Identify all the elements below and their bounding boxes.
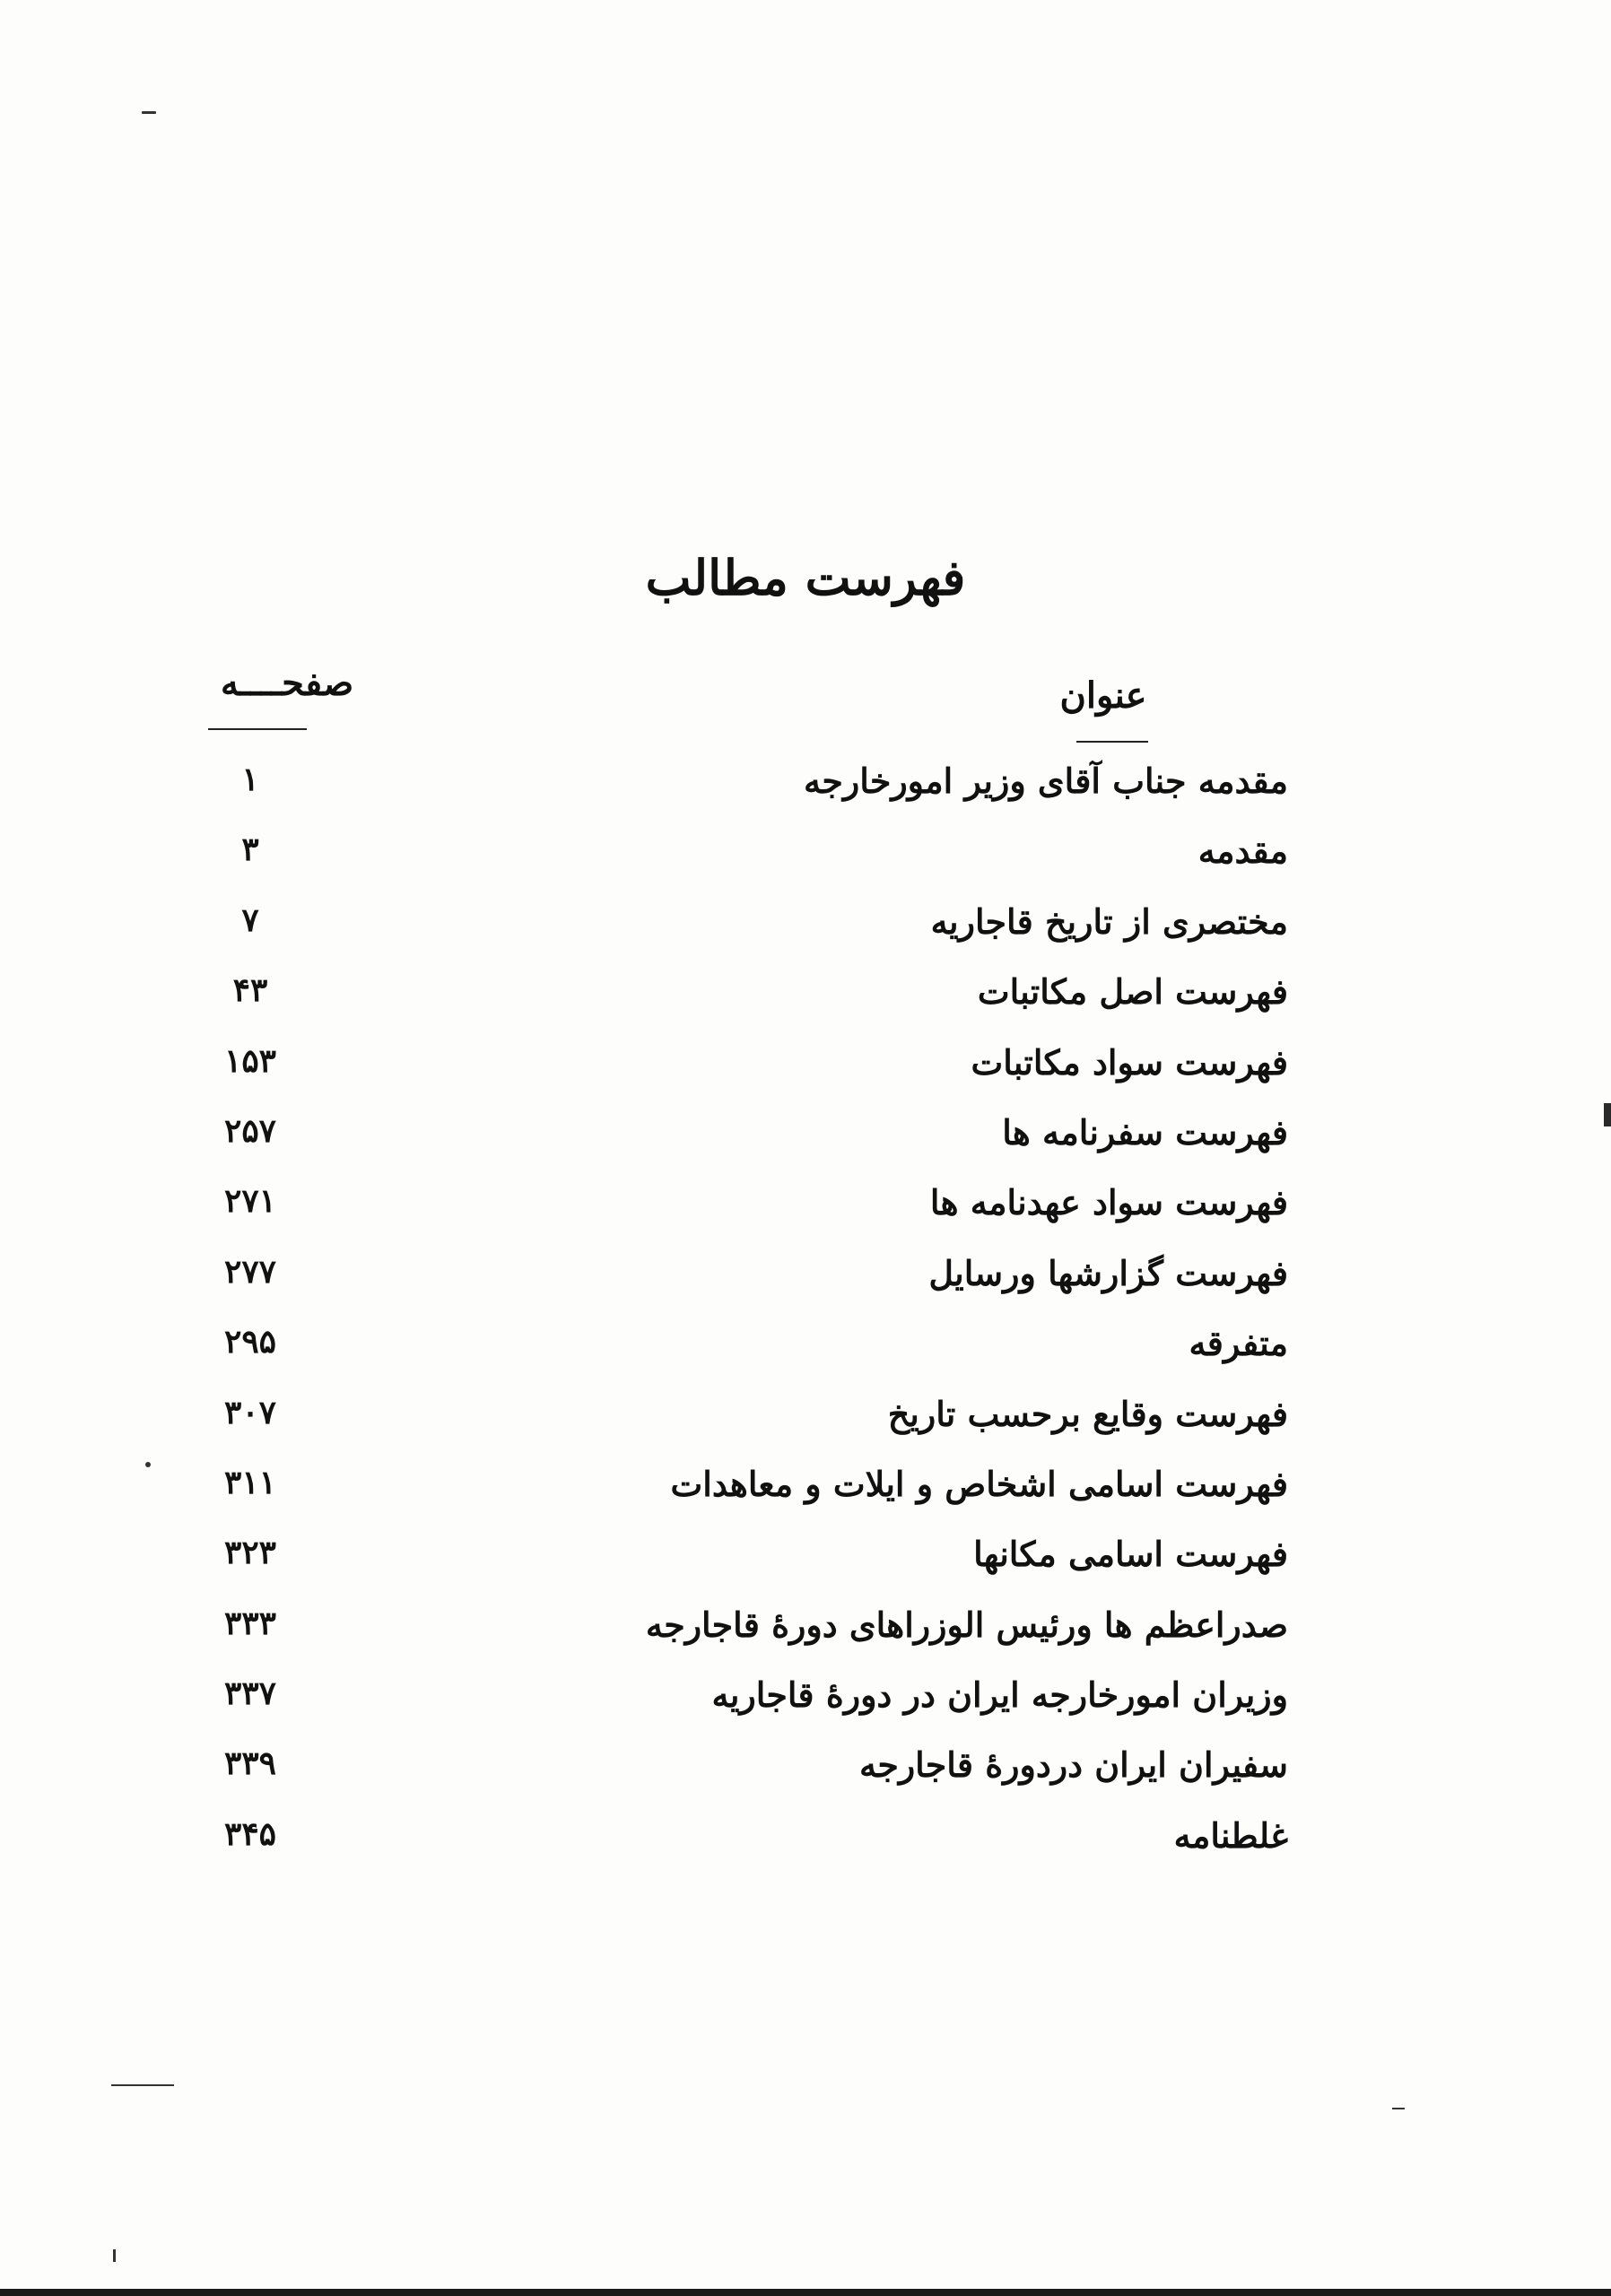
toc-entry-page: ۳۴۵ — [223, 1814, 276, 1853]
toc-entry — [179, 1526, 1288, 1596]
toc-entry-title: فهرست سواد عهدنامه ها — [929, 1182, 1288, 1223]
toc-entry-title: صدراعظم ها ورئیس الوزراهای دورهٔ قاجارجه — [645, 1604, 1288, 1645]
toc-entry-page: ۲۷۷ — [223, 1252, 276, 1291]
toc-entry — [179, 1175, 1288, 1245]
toc-entry-page: ۳۳۹ — [223, 1744, 276, 1783]
toc-entry-title: فهرست سواد مکاتبات — [971, 1041, 1288, 1083]
scan-bottom-edge — [0, 2289, 1611, 2296]
toc-entry-title: مقدمه — [1197, 831, 1288, 872]
page-title: فهرست مطالب — [645, 549, 966, 606]
toc-entry — [179, 894, 1288, 964]
page-column-rule — [208, 728, 307, 730]
toc-entry-page: ۳۱۱ — [223, 1463, 276, 1501]
toc-entry-page: ۳۰۷ — [223, 1393, 276, 1431]
toc-entry-title: سفیران ایران دردورهٔ قاجارجه — [858, 1744, 1288, 1786]
scan-speck — [1392, 2108, 1405, 2109]
toc-entry-page: ۳۳۷ — [223, 1674, 276, 1713]
scan-edge-mark — [1604, 1103, 1611, 1126]
toc-entry-title: فهرست اصل مکاتبات — [977, 971, 1288, 1013]
toc-entry-page: ۲۷۱ — [223, 1182, 276, 1221]
toc-entry — [179, 1808, 1288, 1878]
toc-entry-page: ۱۵۳ — [223, 1041, 276, 1080]
title-column-rule — [1076, 741, 1148, 743]
toc-entry-title: متفرقه — [1189, 1323, 1288, 1364]
toc-entry-page: ۳۲۳ — [223, 1534, 276, 1572]
toc-entry-title: غلطنامه — [1173, 1814, 1288, 1856]
toc-entry-title: مقدمه جناب آقای وزیر امورخارجه — [804, 761, 1288, 801]
toc-entry — [179, 1035, 1288, 1105]
toc-entry-title: مختصری از تاریخ قاجاریه — [930, 900, 1288, 942]
scan-speck — [113, 2249, 116, 2262]
toc-entry-page: ۷ — [241, 900, 259, 939]
toc-entry-page: ۴۳ — [232, 971, 268, 1010]
scan-speck — [145, 1462, 151, 1467]
toc-entry — [179, 1597, 1288, 1667]
scan-speck — [111, 2084, 174, 2086]
toc-entry — [179, 1316, 1288, 1386]
scan-speck — [142, 111, 156, 114]
toc-entry — [179, 1387, 1288, 1457]
title-column-header: عنوان — [1059, 674, 1147, 717]
toc-entry-title: فهرست گزارشها ورسایل — [928, 1252, 1288, 1293]
toc-entry-page: ۳ — [241, 831, 259, 869]
toc-entry — [179, 1667, 1288, 1737]
toc-entry-title: وزیران امورخارجه ایران در دورهٔ قاجاریه — [711, 1674, 1288, 1716]
toc-entry — [179, 1737, 1288, 1807]
toc-entry-title: فهرست وقایع برحسب تاریخ — [887, 1393, 1288, 1434]
toc-entry-page: ۲۵۷ — [223, 1111, 276, 1150]
toc-entry — [179, 964, 1288, 1034]
toc-entry-page: ۲۹۵ — [223, 1323, 276, 1361]
toc-entry-page: ۱ — [241, 761, 259, 798]
toc-entry-page: ۳۳۳ — [223, 1604, 276, 1642]
toc-entry-title: فهرست سفرنامه ها — [1002, 1111, 1288, 1152]
toc-entry-title: فهرست اسامی مکانها — [973, 1534, 1288, 1575]
toc-entry — [179, 1457, 1288, 1526]
toc-entry — [179, 1246, 1288, 1316]
toc-entry — [179, 823, 1288, 893]
toc-entry — [179, 753, 1288, 823]
toc-entry — [179, 1105, 1288, 1175]
toc-list — [179, 753, 1288, 1878]
toc-entry-title: فهرست اسامی اشخاص و ایلات و معاهدات — [670, 1463, 1288, 1504]
page-column-header: صفحــــه — [220, 662, 354, 704]
